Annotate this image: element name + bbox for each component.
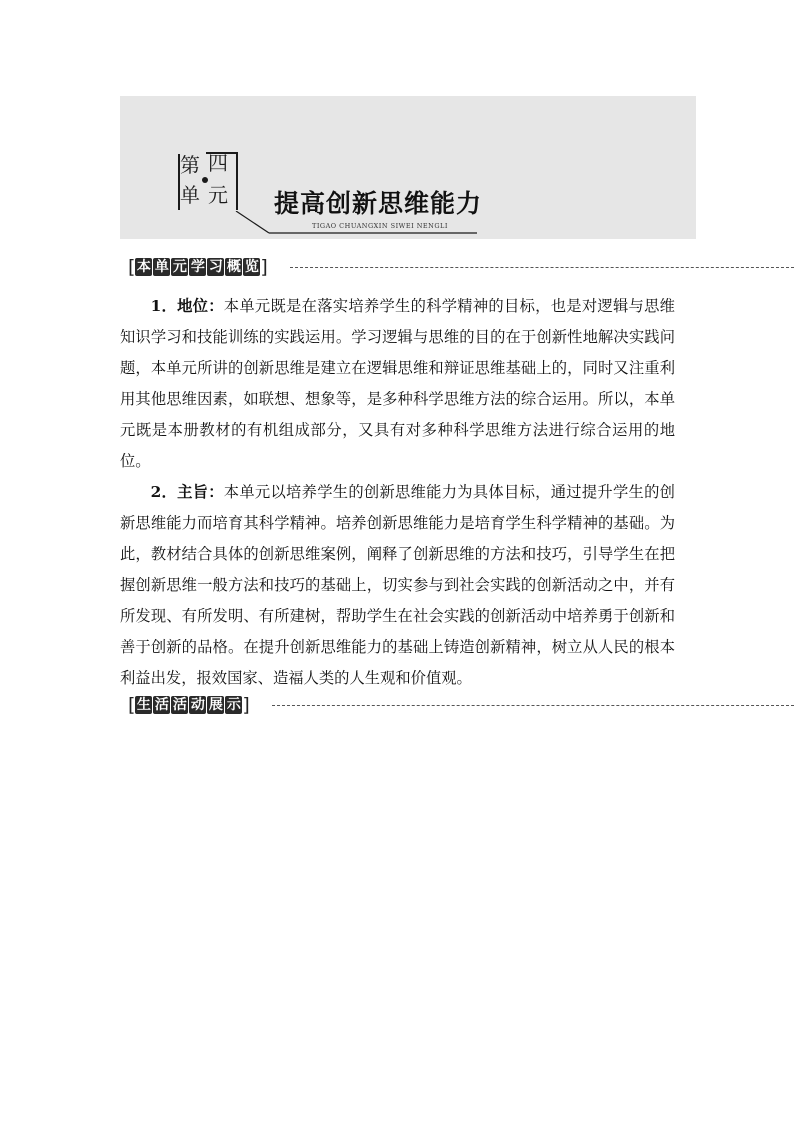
bracket-open: [ <box>128 694 136 716</box>
badge-char: 四 <box>208 151 228 175</box>
unit-title-pinyin: TIGAO CHUANGXIN SIWEI NENGLI <box>312 222 448 230</box>
paragraph-position <box>120 291 675 477</box>
section-header-activity <box>128 694 250 716</box>
section-label-char: 习 <box>208 259 223 275</box>
section-label-char: 元 <box>172 259 187 275</box>
section-label-char: 概 <box>226 259 241 275</box>
badge-char: 元 <box>208 183 228 207</box>
bracket-close: ] <box>242 694 250 716</box>
bracket-open: [ <box>128 256 136 278</box>
section-label <box>135 258 260 276</box>
badge-dot <box>202 177 208 183</box>
badge-char: 第 <box>180 153 200 177</box>
unit-overview-text <box>120 291 675 694</box>
section-label-char: 示 <box>226 697 241 713</box>
unit-banner <box>120 96 696 239</box>
bracket-close: ] <box>260 256 268 278</box>
paragraph-body: 本单元既是在落实培养学生的科学精神的目标，也是对逻辑与思维知识学习和技能训练的实践运用。学习逻辑与思维的目的在于创新性地解决实践问题，本单元所讲的创新思维是建立在逻辑思维和辩证思维基础上的，同时又注重利用其他思维因素，如联想、想象等，是多种科学思维方法的综合运用。所以，本单元既是本册教材的有机组成部分，又具有对多种科学思维方法进行综合运用的地位。 <box>120 297 675 470</box>
section-header-overview <box>128 256 268 278</box>
unit-title: 提高创新思维能力 <box>274 189 483 218</box>
paragraph-purpose <box>120 477 675 694</box>
section-label-char: 单 <box>154 259 169 275</box>
section-divider <box>272 705 794 706</box>
section-label-char: 动 <box>190 697 205 713</box>
section-divider <box>290 267 794 268</box>
section-label-char: 活 <box>172 697 187 713</box>
paragraph-lead: 2．主旨： <box>150 483 224 501</box>
section-label-char: 展 <box>208 697 223 713</box>
section-label-char: 本 <box>136 259 151 275</box>
section-label <box>135 696 242 714</box>
paragraph-lead: 1．地位： <box>150 297 224 315</box>
section-label-char: 览 <box>244 259 259 275</box>
paragraph-body: 本单元以培养学生的创新思维能力为具体目标，通过提升学生的创新思维能力而培育其科学精神。培养创新思维能力是培育学生科学精神的基础。为此，教材结合具体的创新思维案例，阐释了创新思维的方法和技巧，引导学生在把握创新思维一般方法和技巧的基础上，切实参与到社会实践的创新活动之中，并有所发现、有所发明、有所建树，帮助学生在社会实践的创新活动中培养勇于创新和善于创新的品格。在提升创新思维能力的基础上铸造创新精神，树立从人民的根本利益出发，报效国家、造福人类的人生观和价值观。 <box>120 483 675 687</box>
badge-char: 单 <box>180 183 200 207</box>
section-label-char: 生 <box>136 697 151 713</box>
badge-rule <box>236 152 238 210</box>
section-label-char: 学 <box>190 259 205 275</box>
section-label-char: 活 <box>154 697 169 713</box>
unit-number-badge <box>178 152 240 214</box>
